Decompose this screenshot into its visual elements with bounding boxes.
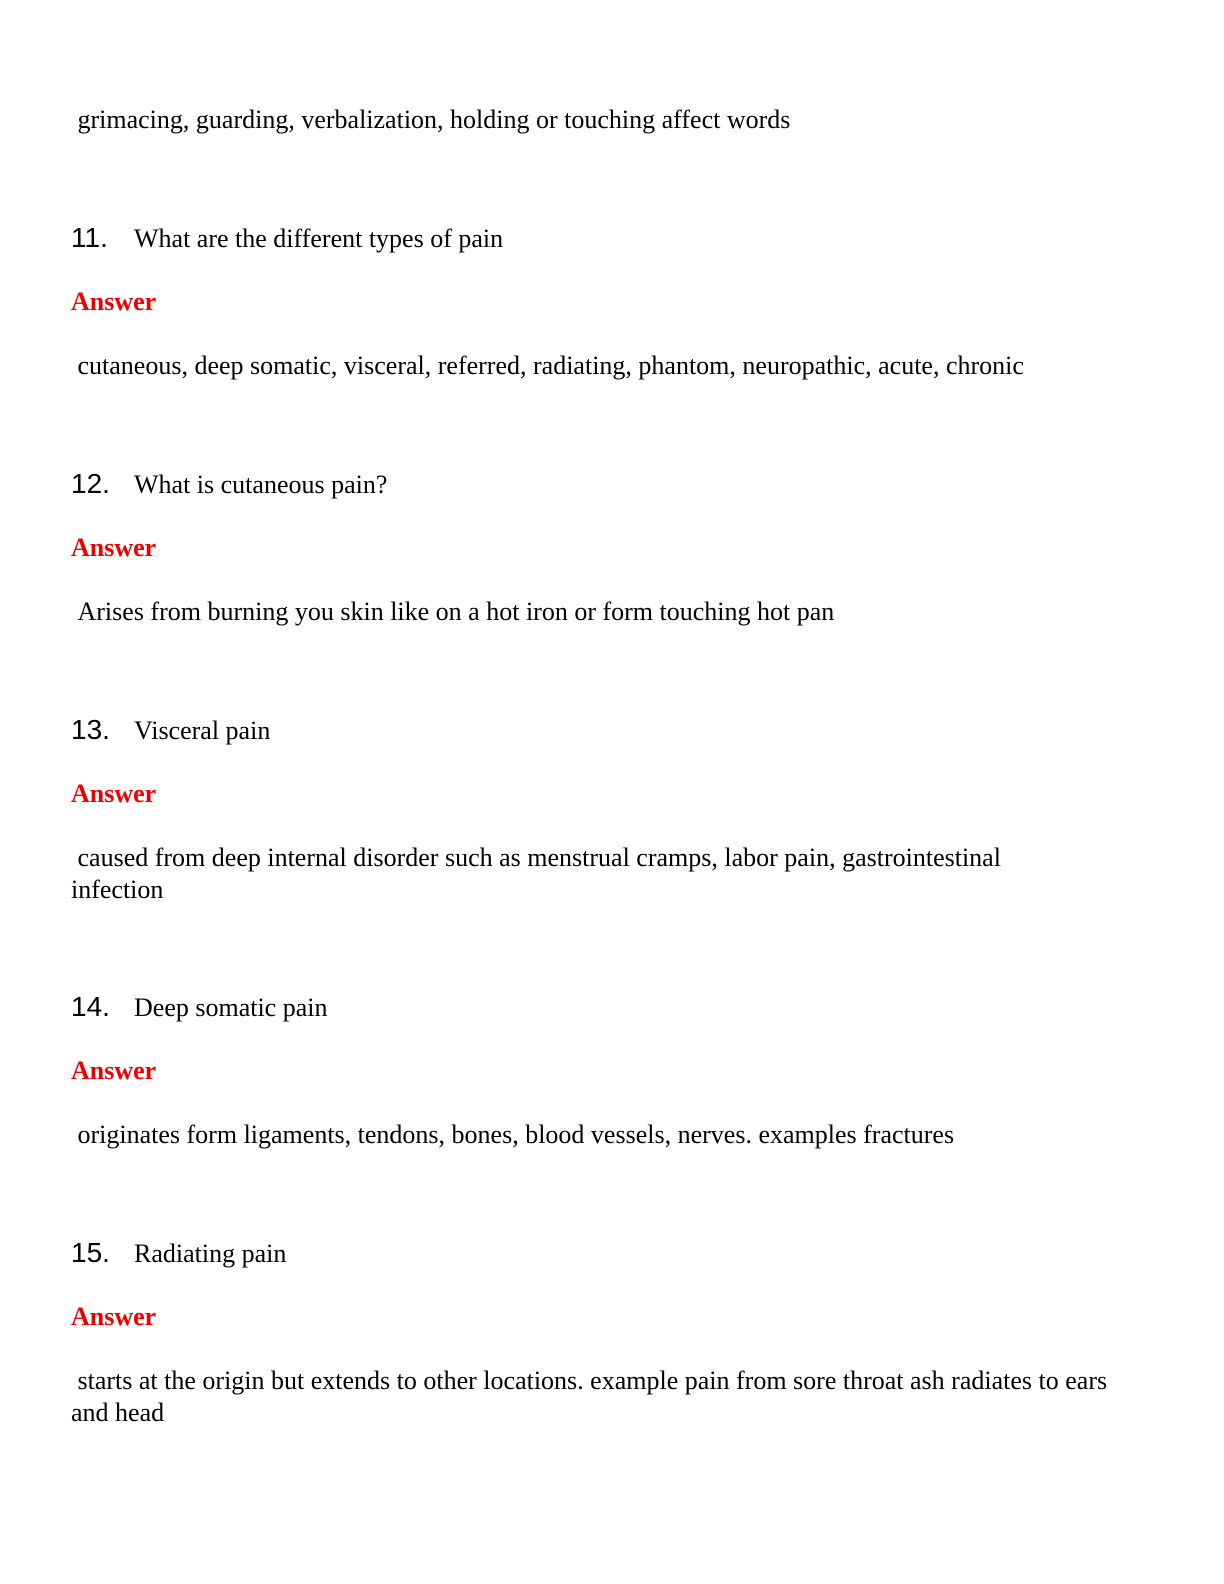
question-number: 15.	[71, 1237, 110, 1268]
question-text: Deep somatic pain	[134, 993, 328, 1022]
question-text: Visceral pain	[134, 716, 271, 745]
answer-text: caused from deep internal disorder such as menstrual cramps, labor pain, gastrointestinal infection	[71, 843, 1001, 904]
question-text: Radiating pain	[134, 1239, 287, 1268]
question-number: 13.	[71, 714, 110, 745]
question-number: 11.	[71, 222, 108, 253]
answer-text: starts at the origin but extends to other locations. example pain from sore throat ash radiates to ears and head	[71, 1366, 1108, 1427]
answer-text: cutaneous, deep somatic, visceral, referred, radiating, phantom, neuropathic, acute, chronic	[77, 351, 1024, 380]
answer-label: Answer	[71, 533, 157, 562]
answer-label: Answer	[71, 1302, 157, 1331]
intro-answer-text: grimacing, guarding, verbalization, holding or touching affect words	[77, 105, 791, 134]
question-text: What is cutaneous pain?	[134, 470, 388, 499]
answer-text: Arises from burning you skin like on a hot iron or form touching hot pan	[77, 597, 835, 626]
question-number: 12.	[71, 468, 110, 499]
answer-text: originates form ligaments, tendons, bones, blood vessels, nerves. examples fractures	[77, 1120, 955, 1149]
question-text: What are the different types of pain	[134, 224, 504, 253]
answer-label: Answer	[71, 1056, 157, 1085]
answer-label: Answer	[71, 779, 157, 808]
answer-label: Answer	[71, 287, 157, 316]
question-number: 14.	[71, 991, 110, 1022]
